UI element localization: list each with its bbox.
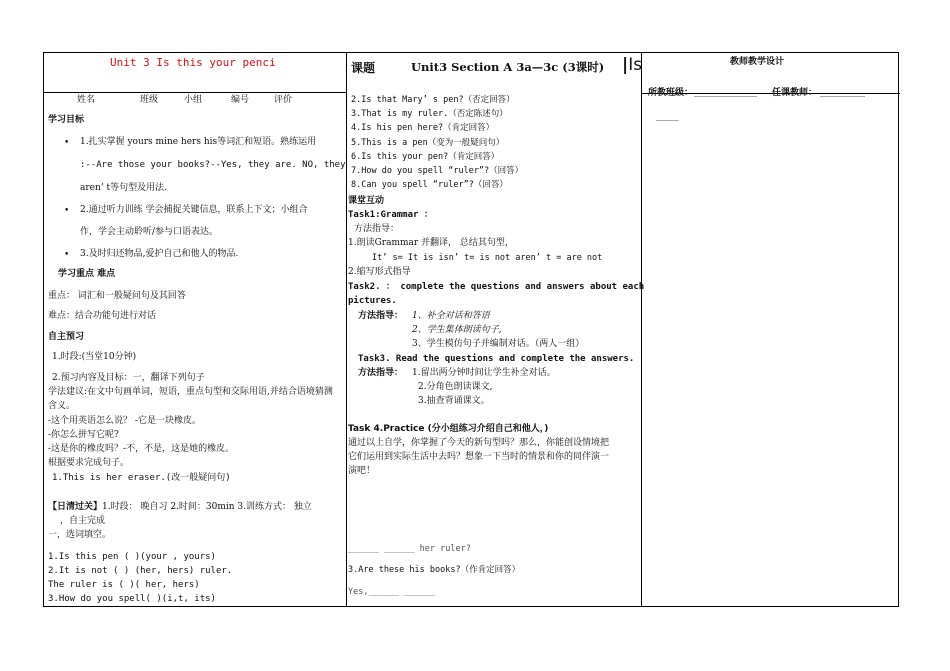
goal-3: 3.及时归还物品,爱护自己和他人的物品.	[80, 249, 239, 259]
teacher-label: 任课教师：	[772, 88, 818, 98]
task-2-method-2: 2、学生集体朗读句子,	[412, 325, 502, 335]
document-title: Unit 3 Is this your penci	[110, 56, 276, 69]
task-3: Task3. Read the questions and complete the answers.	[358, 354, 635, 364]
task-1-method: 方法指导：	[354, 224, 400, 234]
choose-words: 一，选词填空。	[48, 530, 112, 540]
task-3-method: 方法指导：	[358, 368, 404, 378]
task-2-method-3: 3、学生模仿句子并编制对话。（两人一组）	[412, 339, 585, 349]
keypoints-heading: 学习重点 难点	[58, 269, 116, 279]
daily-check-label: 【日清过关】	[48, 502, 103, 512]
fill-blank-2: 2.It is not ( ) (her, hers) ruler.	[48, 566, 233, 576]
task-2: Task2. ： complete the questions and answers about each	[348, 282, 645, 292]
requirement: 根据要求完成句子。	[48, 458, 130, 468]
translate-1: -这个用英语怎么说？ -它是一块橡皮。	[48, 416, 201, 426]
goal-1-cont: :--Are those your books?--Yes, they are. NO, they	[80, 160, 346, 170]
question-5: 5.This is a pen（变为一般疑问句）	[351, 138, 505, 148]
column-divider-right	[641, 53, 642, 606]
exercise-3: 3.Are these his books?（作肯定回答）	[348, 565, 521, 575]
teacher-blank: __________	[820, 87, 865, 97]
yes-blank: Yes,______ ______	[348, 587, 435, 597]
field-class: 班级	[140, 95, 159, 105]
exercise-1: 1.This is her eraser.(改一般疑问句)	[52, 473, 231, 483]
interaction-heading: 课堂互动	[348, 196, 385, 206]
preview-goal: 2.预习内容及目标：一，翻译下列句子	[52, 373, 205, 383]
question-8: 8.Can you spell “ruler”?（回答）	[351, 180, 508, 190]
bullet-icon: •	[64, 250, 70, 260]
teacher-design-heading: 教师教学设计	[730, 57, 785, 67]
task-2-method: 方法指导：	[358, 311, 404, 321]
row-divider-left	[44, 92, 346, 93]
difficulty: 难点：结合功能句进行对话	[48, 311, 157, 321]
class-blank: ______________	[694, 87, 757, 97]
daily-check-cont: ，自主完成	[60, 516, 106, 526]
study-advice: 学法建议:在文中句画单词，短语，重点句型和交际用语,并结合语境猜测	[48, 387, 333, 397]
task-1-rule: It’ s= It is isn’ t= is not aren’ t = are not	[372, 253, 603, 263]
question-2: 2.Is that Mary’ s pen?（否定回答）	[351, 95, 515, 105]
column-divider-left	[346, 53, 347, 606]
field-name: 姓名	[77, 95, 96, 105]
daily-check-text: 1.时段： 晚自习 2.时间：30min 3.训练方式： 独立	[102, 502, 312, 512]
blank-ruler: ______ ______ her ruler?	[348, 544, 471, 554]
bullet-icon: •	[64, 206, 70, 216]
field-group: 小组	[184, 95, 203, 105]
goals-heading: 学习目标	[48, 115, 85, 125]
goal-2-cont: 作，学会主动聆听/参与口语表达。	[80, 227, 219, 237]
question-4: 4.Is his pen here?（肯定回答）	[351, 123, 495, 133]
task-4-text-1: 通过以上自学，你掌握了今天的新句型吗？那么，你能创设情境把	[348, 438, 610, 448]
question-6: 6.Is this your pen?（肯定回答）	[351, 152, 500, 162]
task-1-step-1: 1.朗读Grammar 并翻译， 总结其句型，	[348, 238, 514, 248]
translate-2: -你怎么拼写它呢?	[48, 430, 119, 440]
fill-blank-1: 1.Is this pen ( )(your , yours)	[48, 552, 216, 562]
task-3-method-3: 3.抽查背诵课文。	[418, 396, 490, 406]
fill-blank-4: 3.How do you spell( )(i,t, its)	[48, 594, 216, 604]
question-7: 7.How do you spell “ruler”?（回答）	[351, 166, 524, 176]
fill-blank-3: The ruler is ( )( her, hers)	[48, 580, 200, 590]
class-label: 所教班级：	[648, 88, 694, 98]
task-3-method-1: 1.留出两分钟时间让学生补全对话。	[412, 368, 556, 378]
task-1: Task1:Grammar ：	[348, 210, 433, 220]
goal-2: 2.通过听力训练 学会捕捉关键信息，联系上下文；小组合	[80, 205, 308, 215]
translate-3: -这是你的橡皮吗？-不，不是，这是她的橡皮。	[48, 444, 235, 454]
goal-1-end: aren’ t等句型及用法.	[80, 183, 167, 193]
task-4: Task 4.Practice (分小组练习介绍自己和他人，)	[348, 424, 549, 434]
task-1-step-2: 2.缩写形式指导	[348, 267, 411, 277]
goal-1: 1.扎实掌握 yours mine hers his等词汇和短语。熟练运用	[80, 137, 317, 147]
task-3-method-2: 2.分角色朗读课文,	[418, 382, 493, 392]
task-2-method-1: 1、补全对话和答语	[412, 311, 490, 321]
task-4-text-3: 演吧！	[348, 466, 376, 476]
topic-title: Unit3 Section A 3a—3c (3课时)	[411, 60, 605, 74]
task-2-cont: pictures.	[348, 296, 397, 306]
extra-blank: _____	[656, 111, 679, 121]
field-number: 编号	[231, 95, 250, 105]
question-3: 3.That is my ruler.（否定陈述句）	[351, 109, 508, 119]
preview-heading: 自主预习	[48, 332, 85, 342]
task-4-text-2: 它们运用到实际生活中去吗？想象一下当时的情景和你的同伴演一	[348, 452, 610, 462]
topic-suffix-text: Is	[628, 55, 643, 75]
daily-check	[48, 503, 312, 512]
topic-label: 课题	[351, 61, 376, 75]
study-advice-cont: 含义。	[48, 401, 76, 411]
keypoint: 重点： 词汇和一般疑问句及其回答	[48, 291, 186, 301]
preview-time: 1.时段:(当堂10分钟)	[52, 352, 137, 362]
bullet-icon: •	[64, 138, 70, 148]
field-evaluation: 评价	[274, 95, 293, 105]
topic-suffix: |Is	[622, 55, 643, 75]
